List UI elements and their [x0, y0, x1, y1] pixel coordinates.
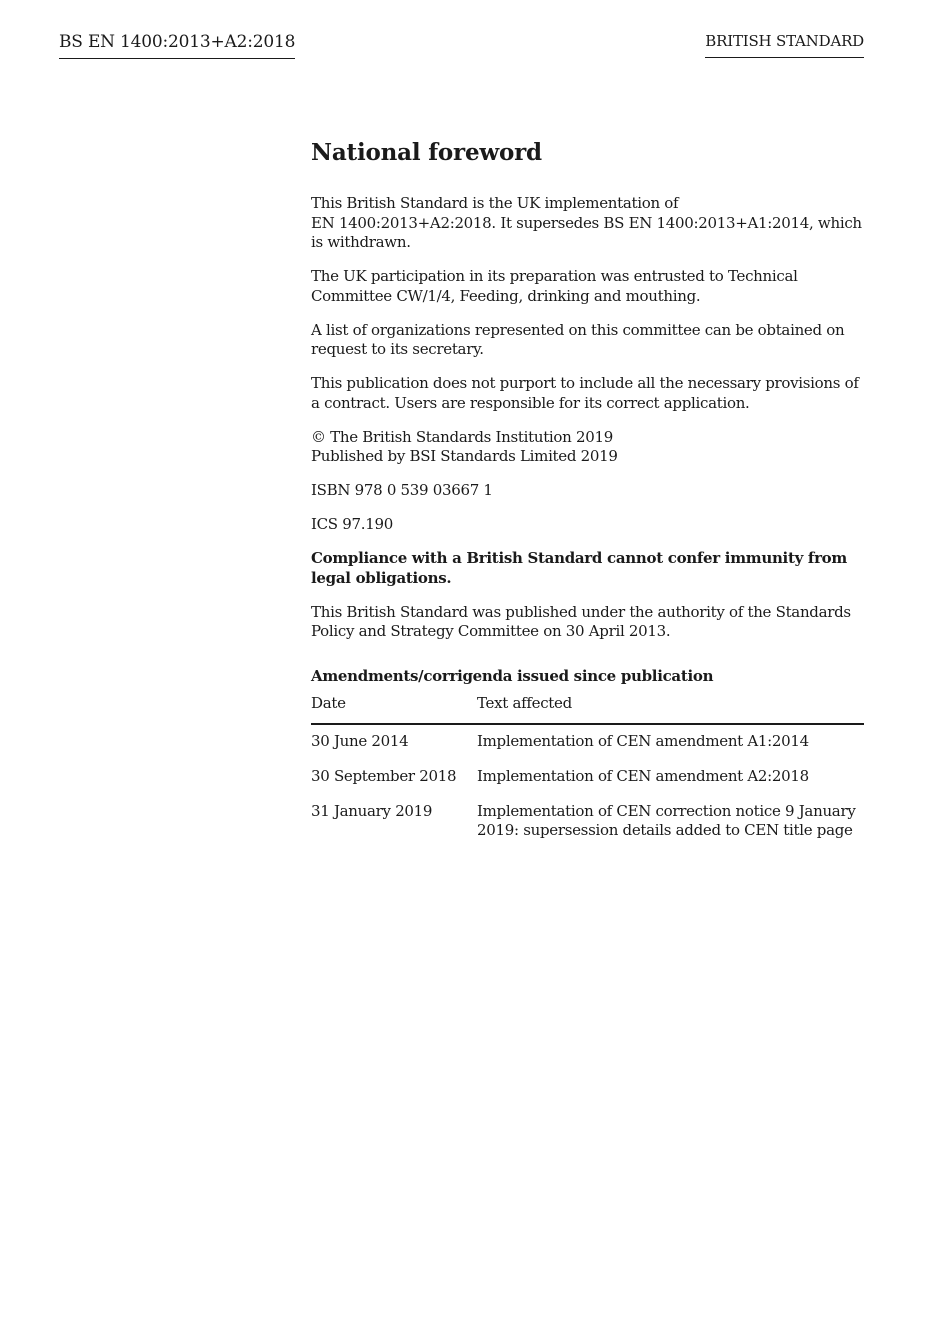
row-text: Implementation of CEN amendment A1:2014 — [477, 731, 809, 750]
authority-paragraph: This British Standard was published under the authority of the Standards Policy and Strategy Committee on 30 April 2013. — [311, 602, 851, 640]
table-header-row — [311, 694, 864, 724]
compliance-notice: Compliance with a British Standard cannot confer immunity from legal obligations. — [311, 549, 847, 587]
table-row — [311, 802, 864, 856]
copyright-line: © The British Standards Institution 2019 — [311, 427, 613, 446]
implementation-line-1: This British Standard is the UK implementation of — [311, 194, 679, 212]
page-title: National foreword — [311, 139, 542, 166]
standard-label: BRITISH STANDARD — [705, 31, 864, 58]
organizations-paragraph: A list of organizations represented on this committee can be obtained on request to its secretary. — [311, 320, 845, 358]
row-date: 30 September 2018 — [311, 766, 457, 785]
text-column-header: Text affected — [477, 693, 572, 712]
implementation-paragraph — [311, 194, 864, 253]
document-number: BS EN 1400:2013+A2:2018 — [59, 31, 295, 59]
row-date: 31 January 2019 — [311, 801, 433, 820]
date-column-header: Date — [311, 693, 346, 712]
published-line: Published by BSI Standards Limited 2019 — [311, 447, 618, 465]
table-row — [311, 767, 864, 802]
row-text: Implementation of CEN amendment A2:2018 — [477, 766, 809, 785]
implementation-line-2: EN 1400:2013+A2:2018. It supersedes BS EN 1400:2013+A1:2014, which is withdrawn. — [311, 213, 862, 251]
isbn: ISBN 978 0 539 03667 1 — [311, 481, 493, 499]
copyright-paragraph — [311, 428, 864, 467]
row-date: 30 June 2014 — [311, 731, 409, 750]
committee-paragraph: The UK participation in its preparation was entrusted to Technical Committee CW/1/4, Feeding, drinking and mouthing. — [311, 267, 798, 305]
table-row — [311, 724, 864, 767]
contract-paragraph: This publication does not purport to include all the necessary provisions of a contract. Users are responsible for its correct application. — [311, 374, 859, 412]
ics: ICS 97.190 — [311, 515, 393, 533]
amendments-table — [311, 694, 864, 856]
amendments-title: Amendments/corrigenda issued since publication — [311, 666, 714, 685]
foreword-section — [311, 138, 864, 856]
row-text: Implementation of CEN correction notice 9 January 2019: supersession details added to CEN title page — [477, 801, 856, 839]
